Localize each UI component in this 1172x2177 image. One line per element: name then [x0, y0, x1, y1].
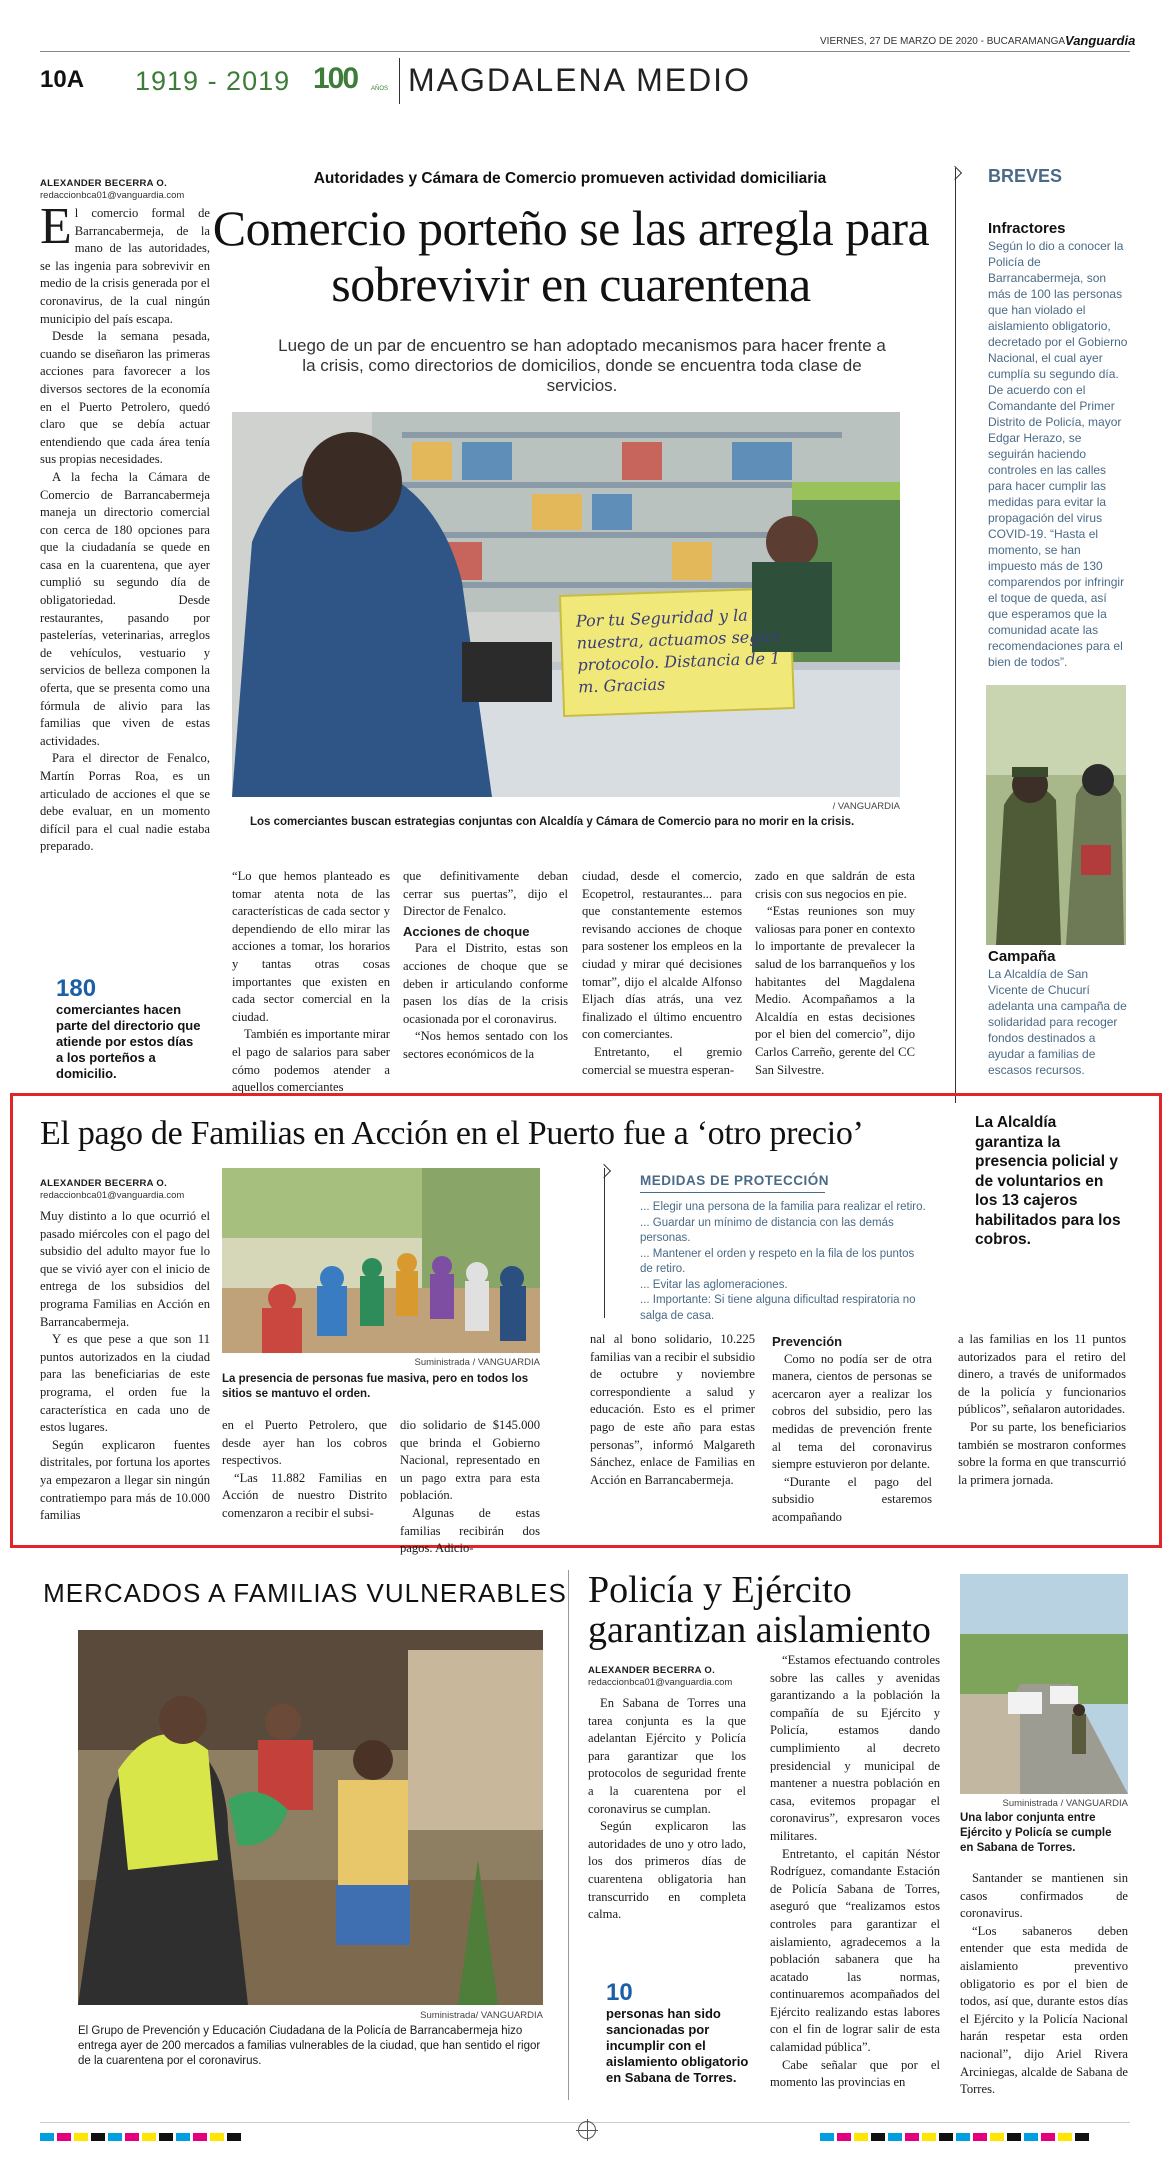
familias-col2-p1: en el Puerto Petrolero, que desde ayer han los cobros respectivos.	[222, 1418, 387, 1468]
familias-column-6	[958, 1331, 1126, 1489]
policia-photo-caption: Una labor conjunta entre Ejército y Policía se cumple en Sabana de Torres.	[960, 1812, 1112, 1854]
familias-col6-p1: a las familias en los 11 puntos autorizados para el retiro del dinero, a través de uniformados de la policía y funcionarios públicos”, señalaron autoridades.	[958, 1332, 1126, 1417]
mercados-illustration	[78, 1630, 543, 2005]
main-photo-credit: / VANGUARDIA	[832, 801, 900, 812]
familias-column-1	[40, 1208, 210, 1525]
policia-col2-p3: Cabe señalar que por el momento las provincias en	[770, 2057, 940, 2090]
section-title: MAGDALENA MEDIO	[408, 62, 751, 98]
mercados-caption: El Grupo de Prevención y Educación Ciudadana de la Policía de Barrancabermeja hizo entrega ayer de 200 mercados a familias vulnerables de la ciudad, que han sentido el rigor de la cuarentena por el coronavirus.	[78, 2025, 541, 2067]
main-colA-p2: También es importante mirar el pago de salarios para saber cómo podemos atender a aquellos comerciantes	[232, 1027, 390, 1095]
mercados-photo-credit: Suministrada/ VANGUARDIA	[420, 2010, 543, 2021]
breves-bracket	[955, 168, 967, 1103]
main-col1-p2: Desde la semana pesada, cuando se diseñaron las primeras acciones para favorecer a los diversos sectores de la economía en el Puerto Petrolero, quedó claro que se debía actuar entendiendo que cada área tenía sus propias necesidades.	[40, 329, 210, 467]
policia-col1-p1: En Sabana de Torres una tarea conjunta es la que adelantan Ejército y Policía para garantizar que los protocolos de seguridad frente a la cuarentena por el coronavirus se cumplan.	[588, 1696, 746, 1816]
main-col1-p3: A la fecha la Cámara de Comercio de Barrancabermeja maneja un directorio comercial con cerca de 180 opciones para que la ciudadanía se quede en casa en la cuarentena, que ayer cumplió su segundo día de obligatoriedad. Desde restaurantes, pasando por pastelerías, veterinarias, arreglos de vehículos, vestuario y servicios de belleza componen la oferta, que se presenta como una fórmula de alivio para las familias que viven de estas actividades.	[40, 469, 210, 748]
brand-name: Vanguardia	[1065, 33, 1136, 48]
policia-col1-p2: Según explicaron las autoridades de uno y otro lado, los dos primeros días de cuarentena obligatoria han transcurrido en completa calma.	[588, 1819, 746, 1922]
medidas-item: ... Elegir una persona de la familia para realizar el retiro.	[640, 1201, 926, 1213]
main-byline-email: redaccionbca01@vanguardia.com	[40, 190, 185, 201]
dropcap: E	[40, 198, 72, 255]
page-number: 10A	[40, 66, 85, 93]
medidas-title: MEDIDAS DE PROTECCIÓN	[640, 1173, 830, 1188]
logo-100: 100	[313, 62, 358, 95]
registration-mark-icon	[578, 2121, 596, 2139]
familias-column-4	[590, 1331, 755, 1489]
familias-col1-p1: Muy distinto a lo que ocurrió el pasado miércoles con el pago del subsidio del adulto mayor fue lo que se vivió ayer con el inicio de entrega de los subsidios del programa Familias en Acción en Barrancabermeja.	[40, 1209, 210, 1329]
familias-col5-subhead: Prevención	[772, 1334, 843, 1349]
familias-byline-name: ALEXANDER BECERRA O.	[40, 1178, 168, 1189]
main-colC-p1: ciudad, desde el comercio, Ecopetrol, restaurantes... para que constantemente estemos revisando acciones de choque para sostener los empleos en la ciudad y mirar qué decisiones tomar”, dijo el alcalde Alfonso Eljach días atrás, una vez finalizado el último encuentro con comerciantes.	[582, 869, 742, 1042]
policia-col3-p2: “Los sabaneros deben entender que esta medida de aislamiento preventivo obligatorio es por el bien de todos, así que, durante estos días el Ejército y la Policía Nacional harán respetar esta orden nacional”, dijo Ariel Rivera Arciniegas, alcalde de Sabana de Torres.	[960, 1923, 1128, 2097]
main-stat-number: 180	[56, 975, 97, 1002]
policia-stat-number: 10	[606, 1979, 633, 2006]
main-colB-p2: Para el Distrito, estas son acciones de choque que se deben ir articulando conforme pasen los días de la crisis ocasionada por el coronavirus.	[403, 941, 568, 1026]
anniversary-years: 1919 - 2019	[135, 66, 291, 96]
policia-photo-credit: Suministrada / VANGUARDIA	[1002, 1798, 1128, 1809]
bottom-column-divider	[568, 1570, 569, 2100]
policia-col3-p1: Santander se mantienen sin casos confirmados de coronavirus.	[960, 1871, 1128, 1921]
main-colB-p1: que definitivamente deban cerrar sus puertas”, dijo el Director de Fenalco.	[403, 869, 568, 919]
familias-col3-p1: dio solidario de $145.000 que brinda el Gobierno Nacional, representado en un pago extra para esta población.	[400, 1418, 540, 1503]
main-byline-name: ALEXANDER BECERRA O.	[40, 178, 168, 189]
header-rule	[40, 51, 1130, 52]
main-deck: Luego de un par de encuentro se han adoptado mecanismos para hacer frente a la crisis, como directorios de domicilios, donde se encuentra toda clase de servicios.	[278, 336, 886, 395]
pharmacy-sign-text: Por tu Seguridad y la nuestra, actuamos según protocolo. Distancia de 1 m. Gracias	[575, 605, 781, 697]
familias-col5-p2: “Durante el pago del subsidio estaremos acompañando	[772, 1474, 932, 1524]
main-col1-first-text: l comercio formal de Barrancabermeja, de la mano de las autoridades, se las ingenia para sobrevivir en medio de la crisis generada por el coronavirus, de la cual ningún municipio del país escapa.	[40, 206, 210, 326]
pharmacy-illustration	[232, 412, 900, 797]
medidas-list	[640, 1200, 930, 1324]
queue-photo	[222, 1168, 540, 1353]
breves-label: BREVES	[988, 166, 1063, 186]
main-column-b	[403, 868, 568, 1064]
mercados-headline: MERCADOS A FAMILIAS VULNERABLES	[43, 1578, 567, 1608]
main-colB-p3: “Nos hemos sentado con los sectores económicos de la	[403, 1029, 568, 1061]
familias-byline-email: redaccionbca01@vanguardia.com	[40, 1190, 185, 1201]
familias-col3-p2: Algunas de estas familias recibirán dos pagos. Adicio-	[400, 1505, 540, 1556]
queue-illustration	[222, 1168, 540, 1353]
familias-photo-credit: Suministrada / VANGUARDIA	[414, 1357, 540, 1368]
policia-column-2	[770, 1652, 940, 2092]
familias-col5-p1: Como no podía ser de otra manera, cientos de personas se acercaron ayer a realizar los cobros del subsidio, pero las medidas de prevención frente al tema del coronavirus siempre estuvieron por delante.	[772, 1351, 932, 1472]
familias-column-5	[772, 1331, 932, 1527]
policia-byline-name: ALEXANDER BECERRA O.	[588, 1665, 716, 1676]
policia-headline: Policía y Ejército garantizan aislamiento	[588, 1569, 931, 1651]
policia-byline-email: redaccionbca01@vanguardia.com	[588, 1677, 733, 1688]
familias-col2-p2: “Las 11.882 Familias en Acción de nuestro Distrito comenzaron a recibir el subsi-	[222, 1470, 387, 1520]
main-colD-p1: zado en que saldrán de esta crisis con sus negocios en pie.	[755, 869, 915, 901]
main-col1-first	[40, 198, 210, 328]
breves-item2-text: La Alcaldía de San Vicente de Chucurí adelanta una campaña de solidaridad para recoger fondos destinados a ayudar a familias de escasos recursos.	[988, 967, 1127, 1077]
main-photo-caption: Los comerciantes buscan estrategias conjuntas con Alcaldía y Cámara de Comercio para no morir en la crisis.	[250, 816, 855, 828]
policia-column-1	[588, 1695, 746, 1924]
main-col1-p4: Para el director de Fenalco, Martín Porras Roa, es un articulado de acciones el que se debe evaluar, en un momento difícil para el cual nadie estaba preparado.	[40, 751, 210, 854]
familias-col1-p2: Y es que pese a que son 11 puntos autorizados en la ciudad para las beneficiarias de este programa, el orden fue la característica en cada uno de estos lugares.	[40, 1332, 210, 1435]
main-column-a	[232, 868, 390, 1097]
medidas-title-rule	[640, 1192, 825, 1193]
police-illustration	[986, 685, 1126, 945]
main-colA-p1: “Lo que hemos planteado es tomar atenta nota de las características de cada sector y dependiendo de ello mirar las acciones a tomar, los horarios y tantas otras cosas importantes que existen en cada sector comercial en la ciudad.	[232, 869, 390, 1024]
main-headline: Comercio porteño se las arregla para sobrevivir en cuarentena	[212, 200, 930, 312]
sabana-street-photo	[960, 1574, 1128, 1794]
police-checkpoint-photo	[986, 685, 1126, 945]
familias-photo-caption: La presencia de personas fue masiva, pero en todos los sitios se mantuvo el orden.	[222, 1373, 529, 1400]
date-line: VIERNES, 27 DE MARZO DE 2020 - BUCARAMANGA	[820, 36, 1066, 47]
main-stat-text: comerciantes hacen parte del directorio que atiende por estos días a los porteños a domicilio.	[56, 1002, 201, 1081]
familias-col4-p1: nal al bono solidario, 10.225 familias van a recibir el subsidio de octubre y noviembre correspondiente a salud y educación. Esto es el primer pago de este año para estas personas”, informó Malgareth Sánchez, enlace de Familias en Acción en Barrancabermeja.	[590, 1332, 755, 1487]
header-divider	[399, 58, 400, 104]
breves-item1-text: Según lo dio a conocer la Policía de Barrancabermeja, son más de 100 las personas que han violado el aislamiento obligatorio, decretado por el Gobierno Nacional, el cual ayer cumplía su segundo día. De acuerdo con el Comandante del Primer Distrito de Policía, mayor Edgar Herazo, se seguirán haciendo controles en las calles para hacer cumplir las medidas para evitar la propagación del virus COVID-19. “Hasta el momento, se han impuesto más de 130 comparendos por infringir el toque de queda, así que esperamos que la comunidad acate las recomendaciones para el bien de todos”.	[988, 239, 1128, 669]
main-colC-p2: Entretanto, el gremio comercial se muestra esperan-	[582, 1044, 742, 1077]
color-bar-right	[820, 2128, 1092, 2146]
main-column-1	[40, 198, 210, 856]
main-column-d	[755, 868, 915, 1079]
main-kicker: Autoridades y Cámara de Comercio promueven actividad domiciliaria	[313, 170, 827, 187]
main-colD-p2: “Estas reuniones son muy valiosas para poner en contexto lo importante de prevalecer la salud de los barranqueños y los habitantes del Magdalena Medio. Acompañamos a la Alcaldía en estas decisiones por el bien del comercio”, dijo Carlos Carreño, gerente del CC San Silvestre.	[755, 904, 915, 1077]
logo-anos: AÑOS	[371, 86, 389, 92]
familias-pullquote: La Alcaldía garantiza la presencia policial y de voluntarios en los 13 cajeros habilitados para los cobros.	[975, 1114, 1121, 1248]
policia-stat-text: personas han sido sancionadas por incumplir con el aislamiento obligatorio en Sabana de Torres.	[606, 2006, 749, 2085]
breves-item2-title: Campaña	[988, 948, 1056, 965]
street-illustration	[960, 1574, 1128, 1794]
familias-col1-p3: Según explicaron fuentes distritales, por fortuna los aportes ya empezaron a llegar sin ningún contratiempo para más de 10.000 familias	[40, 1437, 210, 1523]
familias-headline: El pago de Familias en Acción en el Puerto fue a ‘otro precio’	[40, 1115, 864, 1152]
policia-column-3	[960, 1870, 1128, 2099]
medidas-item: ... Guardar un mínimo de distancia con las demás personas.	[640, 1216, 894, 1244]
familias-col6-p2: Por su parte, los beneficiarios también se mostraron conformes sobre la forma en que transcurrió la primera jornada.	[958, 1419, 1126, 1487]
familias-column-3	[400, 1417, 540, 1558]
familias-column-2	[222, 1417, 387, 1523]
color-bar-left	[40, 2128, 244, 2146]
medidas-item: ... Mantener el orden y respeto en la fila de los puntos de retiro.	[640, 1247, 915, 1275]
anniversary-logo	[313, 62, 395, 102]
mercados-photo	[78, 1630, 543, 2005]
medidas-item: ... Importante: Si tiene alguna dificultad respiratoria no salga de casa.	[640, 1294, 916, 1322]
pharmacy-photo	[232, 412, 900, 797]
policia-col2-p2: Entretanto, el capitán Néstor Rodríguez, comandante Estación de Policía Sabana de Torres, aseguró que “realizamos estos controles para garantizar el aislamiento, agradecemos a la población sabanera que ha acatado las normas, continuaremos acompañados del Ejército realizando estas labores con el fin de lograr salir de esta calamidad pública”.	[770, 1846, 940, 2055]
policia-col2-p1: “Estamos efectuando controles sobre las calles y avenidas garantizando a la población la compañía de su Ejército y Policía, estamos dando cumplimiento al decreto presidencial y municipal de mantener a nuestra población en casa, evitemos propagar el coronavirus”, expresaron voces militares.	[770, 1653, 940, 1843]
medidas-item: ... Evitar las aglomeraciones.	[640, 1278, 788, 1291]
breves-item1-title: Infractores	[988, 220, 1066, 237]
main-colB-subhead: Acciones de choque	[403, 923, 530, 939]
main-column-c	[582, 868, 742, 1079]
